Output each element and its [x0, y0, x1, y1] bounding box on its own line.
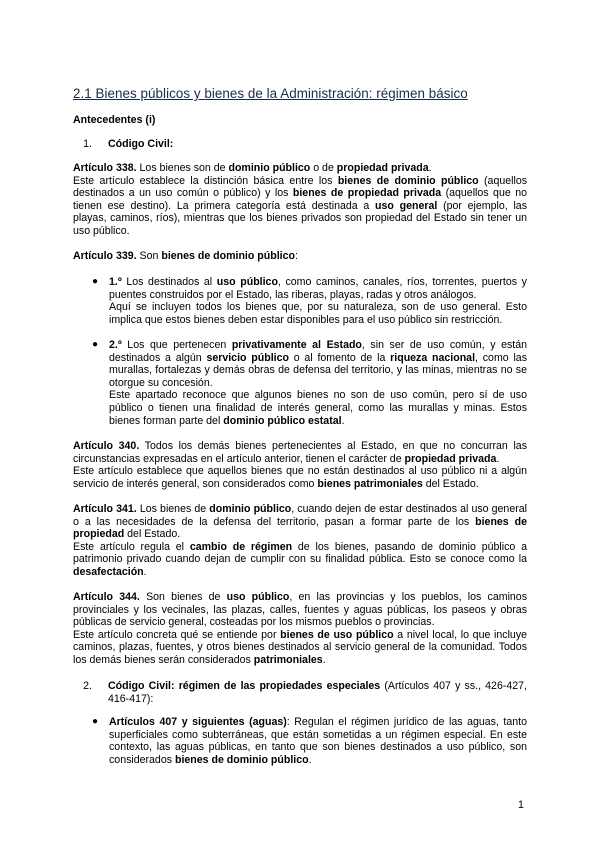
text-run: , sin ser de uso común, y están destinados a algún — [109, 339, 527, 364]
text-run: del Estado. — [422, 477, 479, 490]
bold-term: desafectación — [73, 565, 144, 578]
bold-term: uso público — [226, 591, 290, 603]
subsection-heading: Antecedentes (i) — [73, 114, 156, 126]
text-run: (aquellos que no tienen ese destino). La primera categoría está destinada a — [73, 187, 527, 212]
item-commentary — [109, 389, 527, 427]
bold-term: propiedad privada — [336, 162, 429, 174]
section-title: 2.1 Bienes públicos y bienes de la Administración: régimen básico — [73, 86, 468, 101]
text-run: del Estado. — [124, 528, 181, 541]
article-344-heading: Artículo 344. — [73, 591, 140, 603]
text-run: Son — [136, 250, 162, 262]
bold-term: bienes de dominio público — [174, 753, 309, 766]
bold-term: dominio público estatal — [223, 414, 342, 427]
text-run: a nivel local, lo que incluye caminos, plazas, fuentes, y otros bienes destinados al servicio general de la comunidad. Todos los demás bienes serán considerados — [73, 628, 528, 666]
articles-407-aguas — [109, 716, 527, 766]
item-text — [109, 276, 527, 301]
bold-term: bienes de dominio público — [161, 250, 295, 262]
bold-term: bienes patrimoniales — [317, 477, 423, 490]
text-run: (aquellos destinados a un uso común o público) y los — [73, 174, 528, 200]
bold-term: bienes de propiedad — [73, 515, 527, 541]
bold-term: uso público — [216, 276, 278, 288]
list-number-2: 2. — [83, 680, 92, 692]
text-run: . — [143, 565, 147, 578]
text-run: , como caminos, canales, ríos, torrentes, puertos y puentes construidos por el Estado, las riberas, playas, radas y otros análogos. — [109, 276, 527, 301]
text-run: Este artículo regula el — [73, 540, 190, 553]
text-run: o al fomento de la — [288, 351, 391, 364]
text-run: . — [496, 452, 500, 465]
article-340-heading: Artículo 340. — [73, 440, 140, 452]
article-341-heading: Artículo 341. — [73, 503, 137, 515]
article-340 — [73, 440, 527, 490]
text-run: Los destinados al — [121, 276, 217, 288]
articles-407-heading: Artículos 407 y siguientes (aguas) — [109, 716, 287, 728]
article-340-text — [73, 440, 527, 465]
bold-term: dominio público — [209, 503, 292, 515]
article-344 — [73, 591, 527, 667]
text-run: Los que pertenecen — [121, 339, 232, 351]
text-run: Este apartado reconoce que algunos bienes no son de uso común, pero sí de uso público o tienen una finalidad de interés general, como las murallas y minas. Estos bienes forman parte del — [109, 389, 527, 427]
article-340-commentary — [73, 465, 527, 490]
bold-term: patrimoniales — [253, 653, 323, 666]
text-run: , como las murallas, fortalezas y demás obras de defensa del territorio, y las minas, mientras no se otorgue su concesión. — [109, 351, 527, 389]
text-run: . — [428, 162, 432, 174]
bold-term: servicio público — [206, 351, 289, 364]
text-run: o de — [310, 162, 337, 174]
item-text — [109, 339, 527, 389]
bullet-dot-icon: ● — [92, 339, 99, 350]
bullet-dot-icon: ● — [92, 276, 99, 287]
bold-term: uso general — [375, 199, 438, 212]
text-run: . — [308, 753, 312, 766]
article-341-commentary — [73, 541, 527, 579]
bold-term: bienes de dominio público — [337, 174, 479, 187]
bold-term: riqueza nacional — [390, 351, 476, 364]
text-run: : Regulan el régimen jurídico de las aguas, tanto superficiales como subterráneas, que están sometidas a un régimen especial. En este contexto, las aguas públicas, en tanto que son bienes destinados a uso público, son considerados — [109, 716, 527, 766]
bold-term: dominio público — [228, 162, 311, 174]
bold-term: bienes de propiedad privada — [292, 187, 442, 200]
article-341-text — [73, 503, 527, 541]
list-label-codigo-civil: Código Civil: — [108, 138, 174, 150]
text-run: Todos los demás bienes pertenecientes al Estado, en que no concurran las circunstancias expresadas en el artículo anterior, tienen el carácter de — [73, 440, 527, 465]
article-338-text — [73, 162, 527, 175]
text-run: : — [294, 250, 298, 262]
page-number: 1 — [518, 799, 524, 811]
item-number: 2.º — [109, 339, 122, 351]
item-commentary: Aquí se incluyen todos los bienes que, por su naturaleza, son de uso general. Esto implica que estos bienes deben estar disponibles para el uso público sin restricción. — [109, 301, 527, 326]
article-338-heading: Artículo 338. — [73, 162, 137, 174]
bullet-dot-icon: ● — [92, 716, 99, 727]
item-number: 1.º — [109, 276, 122, 288]
text-run: . — [341, 414, 345, 427]
list-label-propiedades-especiales — [108, 680, 527, 705]
bold-term: cambio de régimen — [189, 540, 293, 553]
article-339-heading: Artículo 339. — [73, 250, 137, 262]
text-run: . — [322, 653, 326, 666]
article-344-text — [73, 591, 527, 629]
text-run: , en las provincias y los pueblos, los caminos provinciales y los vecinales, las plazas, calles, fuentes y aguas públicas, los paseos y obras públicas de servicio general, costeadas por los mismos pueblos o provincias. — [73, 591, 527, 629]
article-339-item-2 — [109, 339, 527, 427]
text-run: Este artículo establece la distinción básica entre los — [73, 174, 338, 187]
article-344-commentary — [73, 629, 527, 667]
list-number-1: 1. — [83, 138, 92, 150]
text-run: Este artículo establece que aquellos bienes que no están destinados al uso público ni a algún servicio de interés general, son considerados como — [73, 465, 527, 490]
text-run: (por ejemplo, las playas, caminos, ríos), mientras que los bienes privados son propiedad del Estado sin tener un uso público. — [73, 199, 527, 237]
bold-term: privativamente al Estado — [231, 339, 362, 351]
text-run: (Artículos 407 y ss., 426-427, 416-417): — [108, 680, 527, 705]
text-run: Son bienes de — [139, 591, 227, 603]
bold-term: Código Civil: régimen de las propiedades especiales — [108, 680, 381, 692]
text-run: de los bienes, pasando de dominio público a patrimonio privado cuando dejan de cumplir con su finalidad pública. Esto se conoce como la — [73, 540, 527, 566]
article-338 — [73, 162, 527, 238]
text-run: Este artículo concreta qué se entiende por — [73, 628, 281, 641]
article-339 — [73, 250, 527, 263]
article-341 — [73, 503, 527, 579]
text-run: Los bienes son de — [136, 162, 229, 174]
bold-term: bienes de uso público — [280, 628, 394, 641]
bold-term: propiedad privada — [404, 452, 497, 465]
article-338-commentary — [73, 175, 527, 238]
text-run: , cuando dejen de estar destinados al uso general o a las necesidades de la defensa del territorio, pasan a formar parte de los — [73, 503, 527, 528]
article-339-item-1 — [109, 276, 527, 326]
text-run: Los bienes de — [136, 503, 210, 515]
